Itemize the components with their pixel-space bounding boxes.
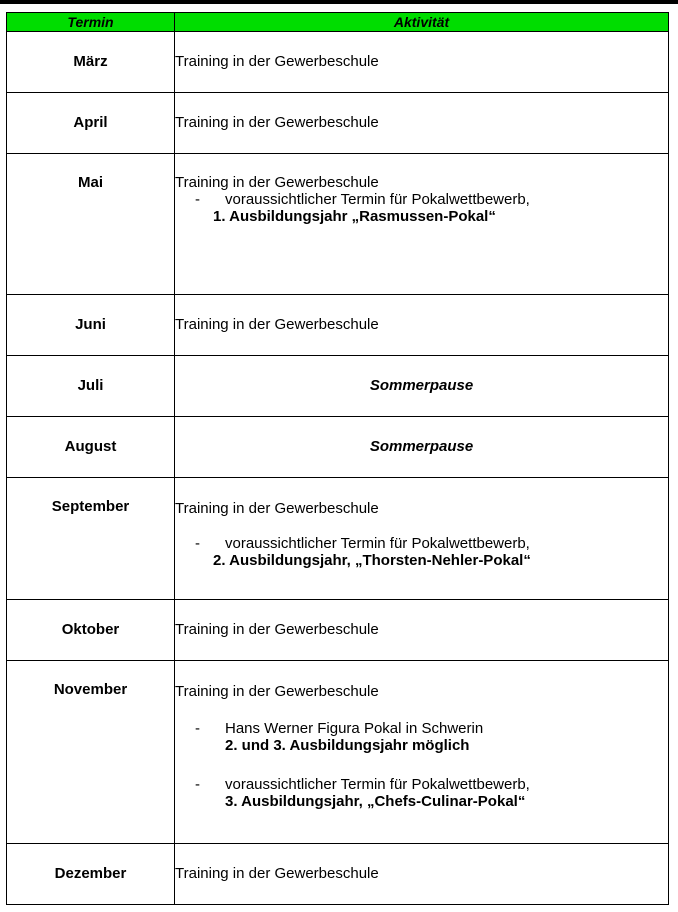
table-row bbox=[7, 356, 669, 417]
dash-marker: - bbox=[195, 776, 200, 793]
activity-cell: Training in der Gewerbeschule bbox=[175, 295, 669, 356]
activity-cell: Training in der Gewerbeschule bbox=[175, 844, 669, 905]
month-label: Mai bbox=[77, 174, 103, 191]
month-cell: Oktober bbox=[7, 600, 175, 661]
schedule-table bbox=[6, 12, 669, 905]
activity-cell: Training in der Gewerbeschule bbox=[175, 93, 669, 154]
activity-sub-line-bold: 1. Ausbildungsjahr „Rasmussen-Pokal“ bbox=[213, 208, 496, 225]
header-termin: Termin bbox=[7, 13, 175, 32]
dash-marker: - bbox=[195, 535, 200, 552]
month-label: November bbox=[53, 681, 128, 698]
month-cell: März bbox=[7, 32, 175, 93]
dash-marker: - bbox=[195, 191, 200, 208]
activity-sub-line: voraussichtlicher Termin für Pokalwettbewerb, bbox=[225, 535, 530, 552]
activity-pause: Sommerpause bbox=[175, 417, 669, 478]
activity-sub-line-bold: 2. Ausbildungsjahr, „Thorsten-Nehler-Pokal“ bbox=[213, 552, 531, 569]
activity-cell bbox=[175, 478, 669, 600]
activity-main: Training in der Gewerbeschule bbox=[175, 683, 379, 700]
month-cell: April bbox=[7, 93, 175, 154]
table-row bbox=[7, 154, 669, 295]
activity-cell: Training in der Gewerbeschule bbox=[175, 600, 669, 661]
activity-pause: Sommerpause bbox=[175, 356, 669, 417]
activity-main: Training in der Gewerbeschule bbox=[175, 500, 379, 517]
table-row bbox=[7, 93, 669, 154]
activity-sub-line: Hans Werner Figura Pokal in Schwerin bbox=[225, 720, 484, 737]
month-cell: Dezember bbox=[7, 844, 175, 905]
month-label: September bbox=[51, 498, 130, 515]
header-aktivitaet: Aktivität bbox=[175, 13, 669, 32]
month-cell: Juni bbox=[7, 295, 175, 356]
activity-sub-line: voraussichtlicher Termin für Pokalwettbewerb, bbox=[225, 191, 530, 208]
table-row bbox=[7, 600, 669, 661]
table-row bbox=[7, 417, 669, 478]
table-row bbox=[7, 661, 669, 844]
table-row bbox=[7, 32, 669, 93]
month-cell bbox=[7, 154, 175, 295]
top-rule bbox=[0, 0, 678, 4]
activity-sub-line-bold: 2. und 3. Ausbildungsjahr möglich bbox=[225, 737, 470, 754]
activity-main: Training in der Gewerbeschule bbox=[175, 174, 379, 191]
activity-cell bbox=[175, 661, 669, 844]
table-row bbox=[7, 478, 669, 600]
activity-cell: Training in der Gewerbeschule bbox=[175, 32, 669, 93]
month-cell bbox=[7, 478, 175, 600]
table-row bbox=[7, 295, 669, 356]
activity-sub-line-bold: 3. Ausbildungsjahr, „Chefs-Culinar-Pokal“ bbox=[225, 793, 526, 810]
activity-cell bbox=[175, 154, 669, 295]
month-cell: August bbox=[7, 417, 175, 478]
activity-sub-line: voraussichtlicher Termin für Pokalwettbewerb, bbox=[225, 776, 530, 793]
table-header-row bbox=[7, 13, 669, 32]
dash-marker: - bbox=[195, 720, 200, 737]
table-row bbox=[7, 844, 669, 905]
month-cell: Juli bbox=[7, 356, 175, 417]
month-cell bbox=[7, 661, 175, 844]
